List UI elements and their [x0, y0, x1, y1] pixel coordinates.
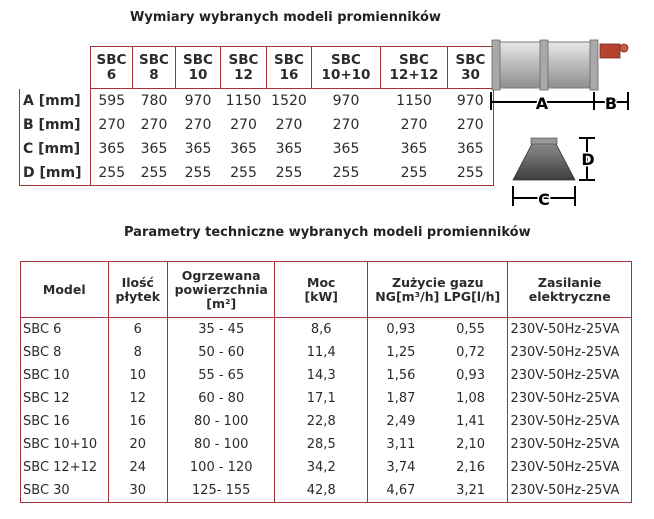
- cell: 365: [332, 141, 360, 157]
- cell-power: 34,2: [275, 456, 368, 479]
- params-row: [21, 387, 632, 410]
- cell-power: 17,1: [275, 387, 368, 410]
- cell: 595: [98, 93, 126, 109]
- dim-label-d: D: [581, 150, 595, 169]
- burner-knob: [620, 44, 628, 52]
- cell: 1520: [271, 93, 307, 109]
- cell-tiles: 6: [108, 318, 167, 342]
- cell-supply: 230V-50Hz-25VA: [508, 364, 632, 387]
- cell: 255: [221, 161, 267, 186]
- heater-joint: [540, 40, 548, 90]
- cell: 970: [448, 89, 494, 114]
- params-row: [21, 456, 632, 479]
- cell-lpg: 0,93: [434, 364, 508, 387]
- cell: 270: [140, 117, 168, 133]
- cell-ng: 1,25: [368, 341, 434, 364]
- cell-model: SBC 6: [21, 318, 109, 342]
- cell-tiles: 8: [108, 341, 167, 364]
- cell-supply: 230V-50Hz-25VA: [508, 410, 632, 433]
- cell-supply: 230V-50Hz-25VA: [508, 456, 632, 479]
- cell-area: 55 - 65: [167, 364, 274, 387]
- params-row: [21, 364, 632, 387]
- header-tiles: Ilość płytek: [108, 262, 167, 318]
- cell-ng: 0,93: [368, 318, 434, 342]
- col-header-sbc12-12: SBC 12+12: [381, 47, 448, 89]
- params-row: [21, 410, 632, 433]
- cell-tiles: 20: [108, 433, 167, 456]
- params-row: [21, 318, 632, 342]
- dimension-row-c: [20, 137, 494, 161]
- heater-front-view-diagram: [505, 136, 605, 210]
- cell-power: 42,8: [275, 479, 368, 503]
- dim-label-c: C: [538, 190, 550, 209]
- cell-model: SBC 16: [21, 410, 109, 433]
- cell-lpg: 2,16: [434, 456, 508, 479]
- cell-model: SBC 12: [21, 387, 109, 410]
- cell-model: SBC 12+12: [21, 456, 109, 479]
- heater-end-cap-left: [492, 40, 500, 90]
- cell-tiles: 10: [108, 364, 167, 387]
- cell-lpg: 0,72: [434, 341, 508, 364]
- cell: 270: [400, 117, 428, 133]
- cell: 970: [332, 93, 360, 109]
- header-model: Model: [21, 262, 109, 318]
- dimension-row-b: [20, 113, 494, 137]
- cell-supply: 230V-50Hz-25VA: [508, 341, 632, 364]
- header-gas: Zużycie gazu NG[m³/h] LPG[l/h]: [368, 262, 508, 318]
- col-header-sbc10-10: SBC 10+10: [312, 47, 381, 89]
- cell: 270: [275, 117, 303, 133]
- cell: 255: [267, 161, 312, 186]
- cell-lpg: 0,55: [434, 318, 508, 342]
- col-header-sbc10: SBC 10: [176, 47, 221, 89]
- row-label: A [mm]: [20, 89, 91, 114]
- dimensions-table: [19, 46, 494, 186]
- cell: 365: [98, 141, 126, 157]
- cell: 270: [448, 113, 494, 137]
- header-power: Moc [kW]: [275, 262, 368, 318]
- cell-ng: 1,87: [368, 387, 434, 410]
- cell-ng: 1,56: [368, 364, 434, 387]
- hood-top: [531, 138, 557, 144]
- cell: 780: [140, 93, 168, 109]
- cell-tiles: 24: [108, 456, 167, 479]
- cell-area: 60 - 80: [167, 387, 274, 410]
- params-title: Parametry techniczne wybranych modeli promienników: [124, 225, 531, 240]
- params-row: [21, 341, 632, 364]
- heater-end-cap-right: [590, 40, 598, 90]
- cell-power: 22,8: [275, 410, 368, 433]
- col-header-sbc8: SBC 8: [133, 47, 176, 89]
- cell-model: SBC 30: [21, 479, 109, 503]
- cell: 970: [184, 93, 212, 109]
- cell-ng: 4,67: [368, 479, 434, 503]
- dim-label-a: A: [535, 94, 549, 113]
- header-area: Ogrzewana powierzchnia [m²]: [167, 262, 274, 318]
- cell-power: 14,3: [275, 364, 368, 387]
- cell-supply: 230V-50Hz-25VA: [508, 433, 632, 456]
- cell-area: 80 - 100: [167, 410, 274, 433]
- cell: 255: [176, 161, 221, 186]
- col-header-sbc12: SBC 12: [221, 47, 267, 89]
- header-supply: Zasilanie elektryczne: [508, 262, 632, 318]
- heater-side-view-diagram: [488, 34, 634, 116]
- col-header-sbc16: SBC 16: [267, 47, 312, 89]
- cell-ng: 2,49: [368, 410, 434, 433]
- cell-area: 125- 155: [167, 479, 274, 503]
- col-header-sbc30: SBC 30: [448, 47, 494, 89]
- params-header-row: [21, 262, 632, 318]
- cell-supply: 230V-50Hz-25VA: [508, 318, 632, 342]
- params-row: [21, 433, 632, 456]
- cell-lpg: 1,41: [434, 410, 508, 433]
- cell-tiles: 30: [108, 479, 167, 503]
- cell: 365: [275, 141, 303, 157]
- cell: 270: [332, 117, 360, 133]
- cell-power: 11,4: [275, 341, 368, 364]
- row-label: B [mm]: [20, 113, 91, 137]
- params-table: [20, 261, 632, 503]
- cell-area: 100 - 120: [167, 456, 274, 479]
- dimensions-title: Wymiary wybranych modeli promienników: [130, 10, 441, 25]
- cell-power: 8,6: [275, 318, 368, 342]
- cell-tiles: 16: [108, 410, 167, 433]
- dimensions-header-row: [20, 47, 494, 89]
- cell-tiles: 12: [108, 387, 167, 410]
- cell: 255: [312, 161, 381, 186]
- cell: 255: [133, 161, 176, 186]
- cell: 255: [448, 161, 494, 186]
- cell: 1150: [396, 93, 432, 109]
- cell: 270: [230, 117, 257, 133]
- params-row: [21, 479, 632, 503]
- cell: 270: [184, 117, 212, 133]
- cell-supply: 230V-50Hz-25VA: [508, 479, 632, 503]
- cell-model: SBC 10: [21, 364, 109, 387]
- row-label: D [mm]: [20, 161, 91, 186]
- cell: 255: [91, 161, 133, 186]
- cell-area: 35 - 45: [167, 318, 274, 342]
- dimension-row-d: [20, 161, 494, 186]
- header-corner: [20, 47, 91, 89]
- cell: 365: [140, 141, 168, 157]
- cell-area: 80 - 100: [167, 433, 274, 456]
- burner-box: [600, 44, 620, 58]
- dimension-row-a: [20, 89, 494, 114]
- dim-label-b: B: [604, 94, 618, 113]
- cell-supply: 230V-50Hz-25VA: [508, 387, 632, 410]
- cell: 365: [400, 141, 428, 157]
- cell-ng: 3,74: [368, 456, 434, 479]
- cell-ng: 3,11: [368, 433, 434, 456]
- cell: 365: [448, 137, 494, 161]
- col-header-sbc6: SBC 6: [91, 47, 133, 89]
- cell-power: 28,5: [275, 433, 368, 456]
- cell: 255: [381, 161, 448, 186]
- cell: 365: [184, 141, 212, 157]
- hood-shape: [513, 142, 575, 180]
- cell: 1150: [225, 93, 262, 109]
- cell-lpg: 1,08: [434, 387, 508, 410]
- cell: 270: [98, 117, 126, 133]
- row-label: C [mm]: [20, 137, 91, 161]
- cell-model: SBC 8: [21, 341, 109, 364]
- cell: 365: [230, 141, 257, 157]
- cell-lpg: 2,10: [434, 433, 508, 456]
- cell-area: 50 - 60: [167, 341, 274, 364]
- cell-model: SBC 10+10: [21, 433, 109, 456]
- cell-lpg: 3,21: [434, 479, 508, 503]
